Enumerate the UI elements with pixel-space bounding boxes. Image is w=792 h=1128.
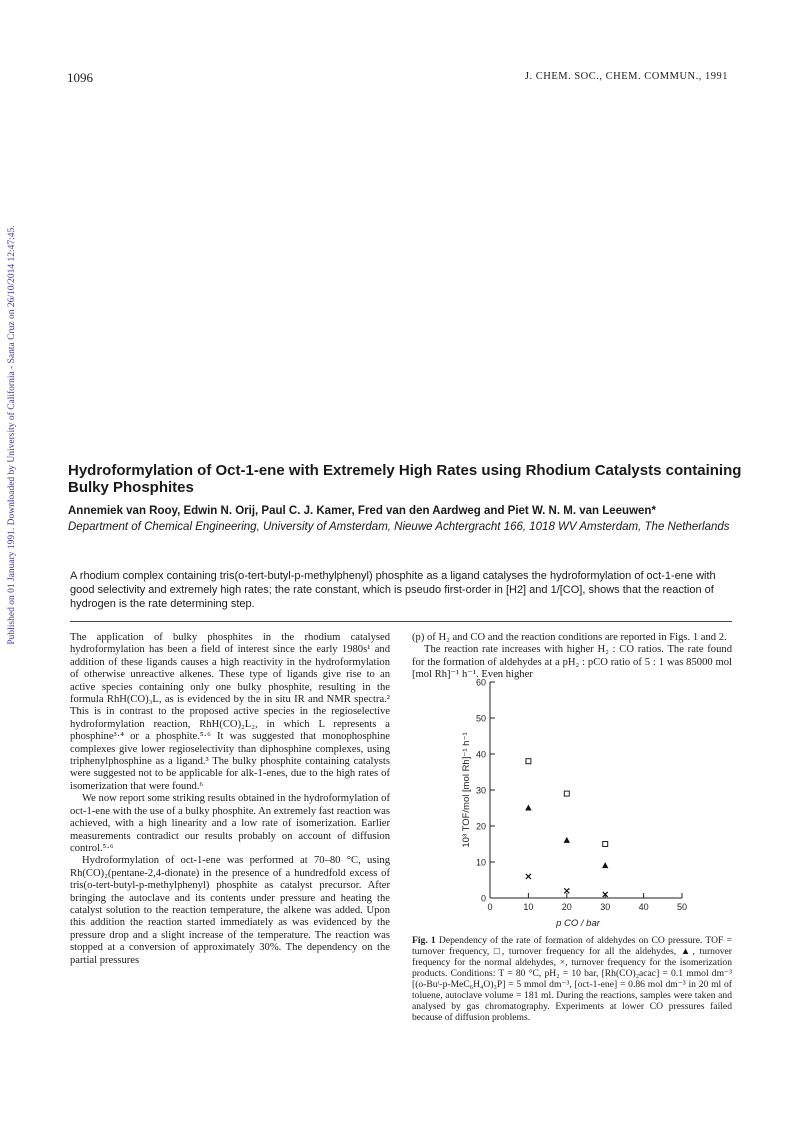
x-tick-label: 50 — [676, 902, 688, 912]
data-point-triangle — [564, 837, 570, 843]
y-axis-label: 10³ TOF/mol [mol Rh]⁻¹ h⁻¹ — [461, 732, 472, 848]
right-column — [412, 632, 732, 682]
y-tick-label: 50 — [475, 713, 486, 724]
article-title: Hydroformylation of Oct-1-ene with Extremely High Rates using Rhodium Catalysts containing Bulky Phosphites — [68, 462, 742, 496]
paragraph: The application of bulky phosphites in the rhodium catalysed hydroformylation has been a field of interest since the early 1980s¹ and addition of these ligands causes a high reactivity in the hydroformylation of otherwise unreactive alkenes. These type of ligands give rise to an active species containing only one bulky phosphite, resulting in the formula RhH(CO)₃L, as is evidenced by the in situ IR and NMR spectra.² This is in contrast to the proposed active species in the regioselective hydroformylation reaction, RhH(CO)₂L₂, in which L represents a phosphine³·⁴ or a phosphite.⁵·⁶ It was suggested that monophosphine complexes give lower regioselectivity than diphosphine complexes, using triphenylphosphine as a ligand.³ The bulky phosphite containing catalysts were suggested not to be applicable for alk-1-enes, due to the high rates of isomerization that were found.⁶ — [70, 632, 390, 792]
data-point-triangle — [525, 805, 531, 811]
figure-caption — [412, 935, 732, 1023]
article-affiliation: Department of Chemical Engineering, University of Amsterdam, Nieuwe Achtergracht 166, 1018 WV Amsterdam, The Netherlands — [68, 521, 730, 533]
data-point-square — [603, 842, 608, 847]
y-tick-label: 60 — [475, 677, 486, 688]
paragraph: The reaction rate increases with higher H₂ : CO ratios. The rate found for the formation of aldehydes at a pH₂ : pCO ratio of 5 : 1 was 85000 mol [mol Rh]⁻¹ h⁻¹. Even higher — [412, 644, 732, 681]
x-tick-label: 20 — [561, 902, 572, 912]
data-point-cross — [564, 888, 569, 893]
y-tick-label: 0 — [480, 893, 486, 904]
caption-label: Fig. 1 — [412, 935, 436, 946]
data-point-cross — [526, 874, 531, 879]
page-number: 1096 — [67, 70, 93, 85]
journal-header: J. CHEM. SOC., CHEM. COMMUN., 1991 — [524, 71, 728, 82]
x-tick-label: 0 — [487, 902, 493, 912]
paragraph: Hydroformylation of oct-1-ene was performed at 70–80 °C, using Rh(CO)₂(pentane-2,4-dionate) in the presence of a hundredfold excess of tris(o-tert-butyl-p-methylphenyl) phosphite as catalyst precursor. After bringing the autoclave and its contents under pressure and heating the catalyst solution to the reaction temperature, the alkene was added. Upon this addition the reaction started immediately as was evidenced by the pressure drop and a slight increase of the temperature. The reaction was stopped at a conversion of approximately 30%. The dependency on the partial pressures — [70, 855, 390, 966]
data-point-square — [526, 759, 531, 764]
data-point-square — [564, 791, 569, 796]
paragraph: We now report some striking results obtained in the hydroformylation of oct-1-ene with the use of a bulky phosphite. An extremely fast reaction was achieved, with a high linearity and a low rate of isomerization. Earlier measurements contradict our results probably on account of diffusion control.⁵·⁶ — [70, 793, 390, 854]
left-column — [70, 632, 390, 967]
x-tick-label: 40 — [638, 902, 649, 912]
y-tick-label: 30 — [475, 785, 486, 796]
x-axis-label: p CO / bar — [556, 918, 600, 929]
caption-text: Dependency of the rate of formation of aldehydes on CO pressure. TOF = turnover frequency, □, turnover frequency for all the aldehydes, ▲, turnover frequency for the normal aldehydes, ×, turnover frequency for the isomerization products. Conditions: T = 80 °C, pH₂ = 10 bar, [Rh(CO)₂acac] = 0.1 mmol dm⁻³ [(o-Buᵗ-p-MeC₆H₄O)₃P] = 5 mmol dm⁻³, [oct-1-ene] = 0.86 mol dm⁻³ in 20 ml of toluene, autoclave volume = 181 ml. During the reactions, samples were taken and analysed by gas chromatography. Experiments at lower CO pressures failed because of diffusion problems. — [412, 935, 732, 1023]
figure-1-chart — [452, 677, 702, 929]
data-point-triangle — [602, 862, 608, 868]
section-divider — [70, 621, 732, 622]
y-tick-label: 40 — [475, 749, 486, 760]
y-tick-label: 10 — [475, 857, 486, 868]
x-tick-label: 10 — [523, 902, 534, 912]
paragraph: (p) of H₂ and CO and the reaction conditions are reported in Figs. 1 and 2. — [412, 632, 727, 643]
article-abstract: A rhodium complex containing tris(o-tert-butyl-p-methylphenyl) phosphite as a ligand catalyses the hydroformylation of oct-1-ene with good selectivity and extremely high rates; the rate constant, which is pseudo first-order in [H2] and 1/[CO], shows that the reaction of hydrogen is the rate determining step. — [70, 570, 716, 610]
y-tick-label: 20 — [475, 821, 486, 832]
download-note: Published on 01 January 1991. Downloaded by University of California - Santa Cruz on 26/10/2014 12:47:45. — [7, 225, 17, 645]
x-tick-label: 30 — [600, 902, 611, 912]
article-authors: Annemiek van Rooy, Edwin N. Orij, Paul C. J. Kamer, Fred van den Aardweg and Piet W. N. M. van Leeuwen* — [68, 505, 656, 517]
